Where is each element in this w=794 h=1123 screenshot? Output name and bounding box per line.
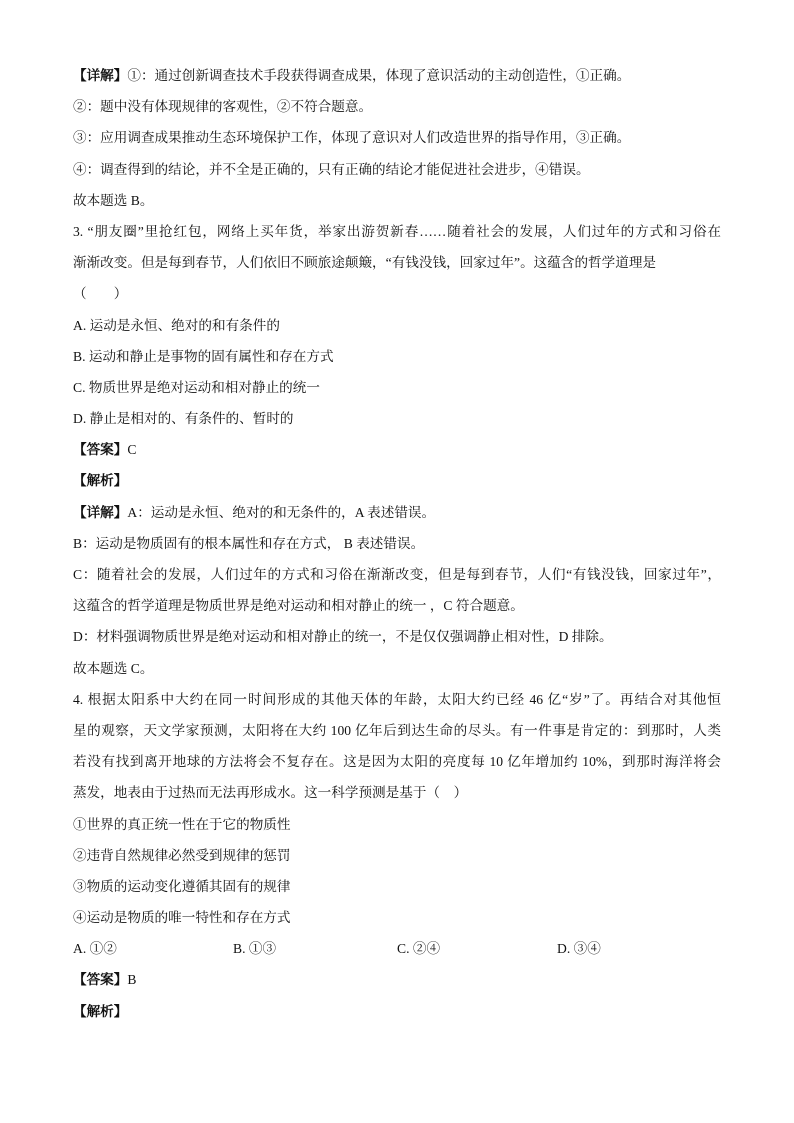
answer-tag: 【答案】 <box>73 442 128 458</box>
answer-value: C <box>127 442 137 458</box>
q4-stem-line-4: 蒸发，地表由于过热而无法再形成水。这一科学预测是基于（ ） <box>73 785 468 801</box>
q4-stem-line-1: 4. 根据太阳系中大约在同一时间形成的其他天体的年龄，太阳大约已经 46 亿“岁”了。再结合对其他恒 <box>73 691 721 707</box>
q3-stem-blank: （ ） <box>73 286 128 302</box>
q3-option-b: B. 运动和静止是事物的固有属性和存在方式 <box>73 348 334 364</box>
q3-stem-line-1: 3. “朋友圈”里抢红包，网络上买年货，举家出游贺新春……随着社会的发展，人们过年的方式和习俗在 <box>73 223 721 239</box>
q3-stem-line-2: 渐渐改变。但是每到春节，人们依旧不顾旅途颠簸，“有钱没钱，回家过年”。这蕴含的哲学道理是 <box>73 255 657 271</box>
q4-analysis <box>73 996 721 1027</box>
q2-detail-line-1 <box>73 60 721 91</box>
q4-option-c: C. ②④ <box>397 941 441 957</box>
q4-options-row <box>73 933 721 964</box>
q3-option-a: A. 运动是永恒、绝对的和有条件的 <box>73 317 280 333</box>
analysis-tag: 【解析】 <box>73 473 128 489</box>
q3-conclusion: 故本题选 C。 <box>73 660 154 676</box>
analysis-tag: 【解析】 <box>73 1003 128 1019</box>
q4-option-d: D. ③④ <box>557 941 601 957</box>
q4-statement-2: ②违背自然规律必然受到规律的惩罚 <box>73 847 291 863</box>
q2-detail-line-3: ③：应用调查成果推动生态环境保护工作，体现了意识对人们改造世界的指导作用，③正确。 <box>73 130 631 146</box>
page-content <box>73 60 721 1027</box>
detail-text: ①：通过创新调查技术手段获得调查成果，体现了意识活动的主动创造性，①正确。 <box>127 68 631 83</box>
detail-tag: 【详解】 <box>73 68 128 83</box>
q3-detail-line-1 <box>73 497 721 528</box>
q4-statement-4: ④运动是物质的唯一特性和存在方式 <box>73 910 291 926</box>
q2-detail-line-4: ④：调查得到的结论，并不全是正确的，只有正确的结论才能促进社会进步，④错误。 <box>73 161 590 177</box>
detail-text: A：运动是永恒、绝对的和无条件的，A 表述错误。 <box>127 504 436 520</box>
detail-tag: 【详解】 <box>73 504 128 520</box>
q4-option-a: A. ①② <box>73 941 117 957</box>
q4-statement-3: ③物质的运动变化遵循其固有的规律 <box>73 878 291 894</box>
q3-detail-line-2: B：运动是物质固有的根本属性和存在方式， B 表述错误。 <box>73 535 425 551</box>
q3-detail-line-5: D：材料强调物质世界是绝对运动和相对静止的统一，不是仅仅强调静止相对性，D 排除。 <box>73 629 613 645</box>
q3-option-d: D. 静止是相对的、有条件的、暂时的 <box>73 411 294 427</box>
q3-detail-line-3: C：随着社会的发展，人们过年的方式和习俗在渐渐改变，但是每到春节，人们“有钱没钱，回家过年”， <box>73 567 721 582</box>
answer-tag: 【答案】 <box>73 972 128 988</box>
q3-detail-line-4: 这蕴含的哲学道理是物质世界是绝对运动和相对静止的统一 ，C 符合题意。 <box>73 598 524 614</box>
q2-conclusion: 故本题选 B。 <box>73 192 154 208</box>
q4-option-b: B. ①③ <box>233 941 277 957</box>
answer-value: B <box>127 972 137 988</box>
q3-answer <box>73 434 721 465</box>
q4-stem-line-2: 星的观察，天文学家预测，太阳将在大约 100 亿年后到达生命的尽头。有一件事是肯定的：到那时，人类 <box>73 722 721 738</box>
q4-answer <box>73 964 721 995</box>
q4-statement-1: ①世界的真正统一性在于它的物质性 <box>73 816 291 832</box>
q3-analysis <box>73 465 721 496</box>
q4-stem-line-3: 若没有找到离开地球的方法将会不复存在。这是因为太阳的亮度每 10 亿年增加约 10%，到那时海洋将会 <box>73 754 721 770</box>
q3-option-c: C. 物质世界是绝对运动和相对静止的统一 <box>73 379 320 395</box>
q2-detail-line-2: ②：题中没有体现规律的客观性，②不符合题意。 <box>73 99 373 115</box>
